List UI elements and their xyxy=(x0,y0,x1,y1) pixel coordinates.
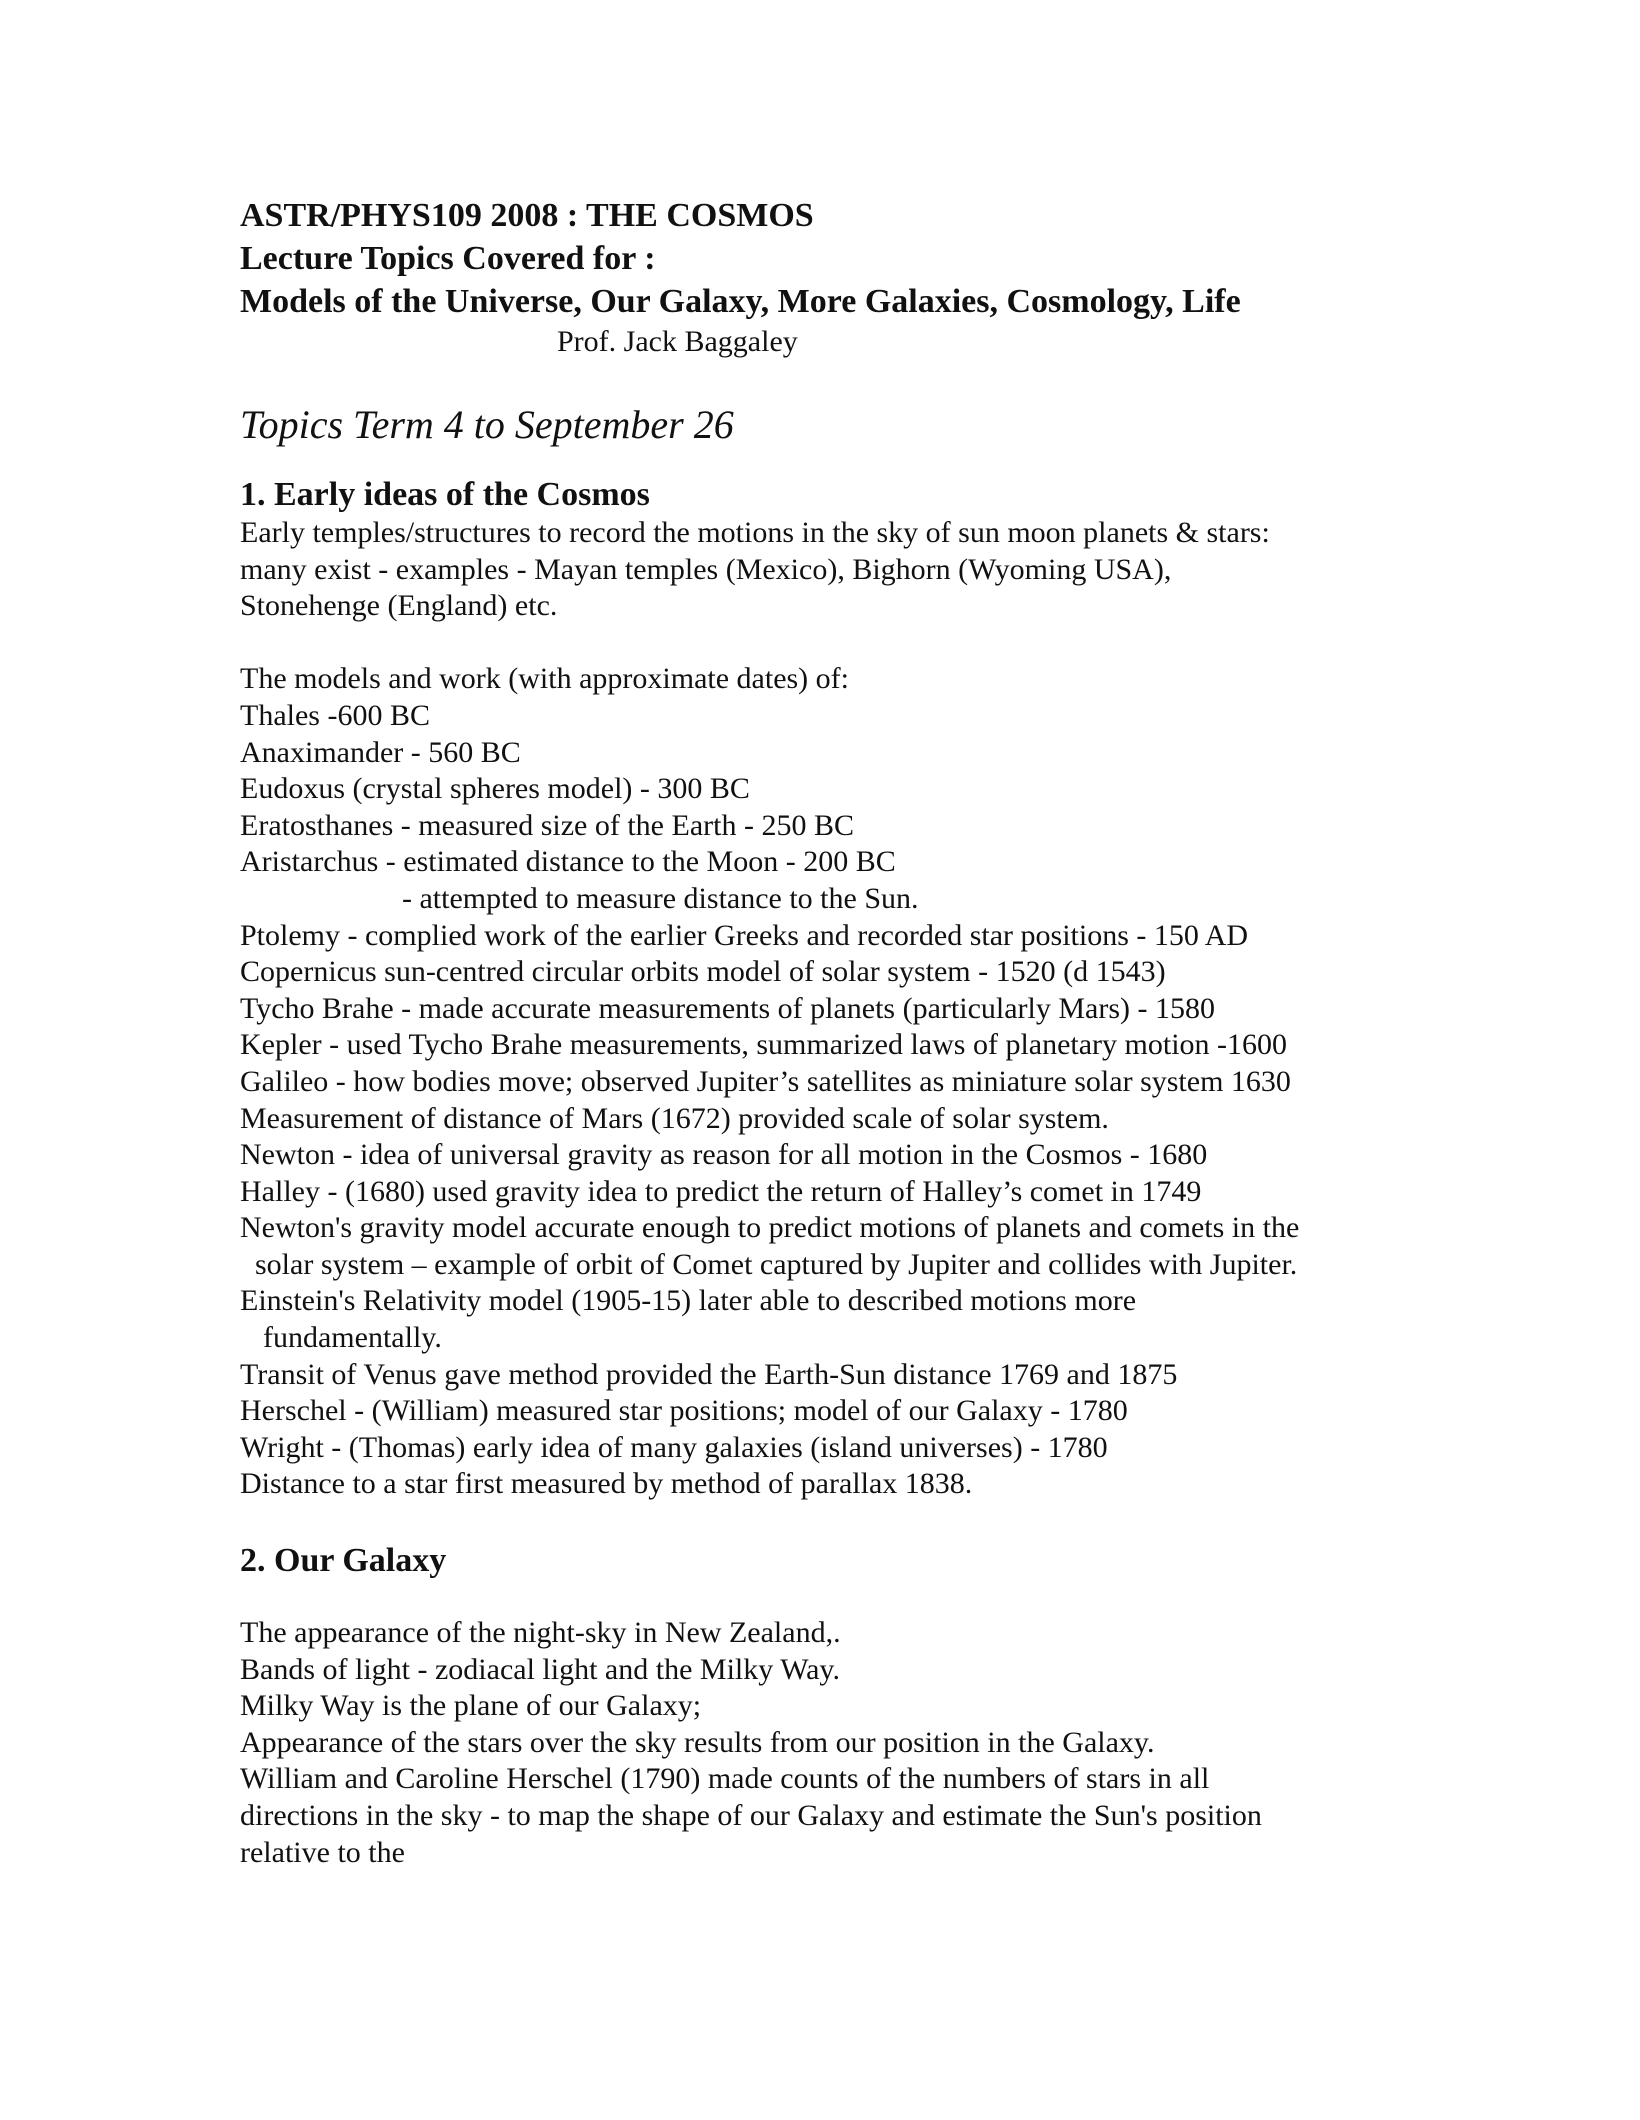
document-header xyxy=(240,194,1390,361)
document-page xyxy=(240,194,1390,1871)
models-intro: The models and work (with approximate dates) of: xyxy=(240,662,849,696)
paragraph-line: Appearance of the stars over the sky results from our position in the Galaxy. xyxy=(240,1725,1155,1759)
list-item: Kepler - used Tycho Brahe measurements, summarized laws of planetary motion -1600 xyxy=(240,1028,1288,1062)
list-item-continuation: fundamentally. xyxy=(263,1321,442,1355)
list-item: Thales -600 BC xyxy=(240,698,430,732)
paragraph-line: Stonehenge (England) etc. xyxy=(240,589,558,623)
list-item: Galileo - how bodies move; observed Jupiter’s satellites as miniature solar system 1630 xyxy=(240,1064,1291,1098)
paragraph-line: Early temples/structures to record the motions in the sky of sun moon planets & stars: xyxy=(240,516,1270,549)
list-item: Einstein's Relativity model (1905-15) later able to described motions more xyxy=(240,1284,1137,1318)
list-item: Halley - (1680) used gravity idea to predict the return of Halley’s comet in 1749 xyxy=(240,1174,1202,1208)
list-item-continuation: solar system – example of orbit of Comet captured by Jupiter and collides with Jupiter. xyxy=(255,1247,1298,1281)
paragraph-line: many exist - examples - Mayan temples (Mexico), Bighorn (Wyoming USA), xyxy=(240,552,1172,586)
term-heading: Topics Term 4 to September 26 xyxy=(240,402,734,447)
list-item: Anaximander - 560 BC xyxy=(240,735,521,769)
section-heading: 1. Early ideas of the Cosmos xyxy=(240,476,650,513)
list-item: Eratosthanes - measured size of the Earth - 250 BC xyxy=(240,808,854,842)
list-item-continuation: - attempted to measure distance to the Sun. xyxy=(402,881,919,915)
paragraph-line: The appearance of the night-sky in New Zealand,. xyxy=(240,1616,841,1650)
list-item: Aristarchus - estimated distance to the Moon - 200 BC xyxy=(240,845,896,879)
list-item: Newton's gravity model accurate enough to predict motions of planets and comets in the xyxy=(240,1211,1300,1245)
paragraph-line: directions in the sky - to map the shape of our Galaxy and estimate the Sun's position xyxy=(240,1799,1262,1832)
section-early-ideas xyxy=(240,475,1390,1503)
list-item: Ptolemy - complied work of the earlier Greeks and recorded star positions - 150 AD xyxy=(240,918,1249,952)
paragraph-line: relative to the xyxy=(240,1835,405,1869)
lecture-topics-title: Lecture Topics Covered for : xyxy=(240,240,656,277)
list-item: Eudoxus (crystal spheres model) - 300 BC xyxy=(240,772,750,806)
list-item: Tycho Brahe - made accurate measurements of planets (particularly Mars) - 1580 xyxy=(240,991,1215,1025)
paragraph-line: Bands of light - zodiacal light and the Milky Way. xyxy=(240,1652,840,1686)
section-our-galaxy xyxy=(240,1541,1390,1871)
list-item: Herschel - (William) measured star positions; model of our Galaxy - 1780 xyxy=(240,1394,1128,1428)
section-heading: 2. Our Galaxy xyxy=(240,1542,447,1580)
author-name: Prof. Jack Baggaley xyxy=(557,325,798,358)
list-item: Newton - idea of universal gravity as reason for all motion in the Cosmos - 1680 xyxy=(240,1138,1208,1172)
list-item: Measurement of distance of Mars (1672) provided scale of solar system. xyxy=(240,1101,1109,1135)
paragraph-line: William and Caroline Herschel (1790) made counts of the numbers of stars in all xyxy=(240,1762,1210,1796)
paragraph-line: Milky Way is the plane of our Galaxy; xyxy=(240,1689,702,1723)
list-item: Distance to a star first measured by method of parallax 1838. xyxy=(240,1467,973,1501)
list-item: Wright - (Thomas) early idea of many galaxies (island universes) - 1780 xyxy=(240,1430,1108,1464)
list-item: Transit of Venus gave method provided the Earth-Sun distance 1769 and 1875 xyxy=(240,1357,1178,1391)
list-item: Copernicus sun-centred circular orbits model of solar system - 1520 (d 1543) xyxy=(240,955,1166,989)
topics-list-title: Models of the Universe, Our Galaxy, More Galaxies, Cosmology, Life xyxy=(240,283,1241,320)
course-title: ASTR/PHYS109 2008 : THE COSMOS xyxy=(240,197,814,234)
